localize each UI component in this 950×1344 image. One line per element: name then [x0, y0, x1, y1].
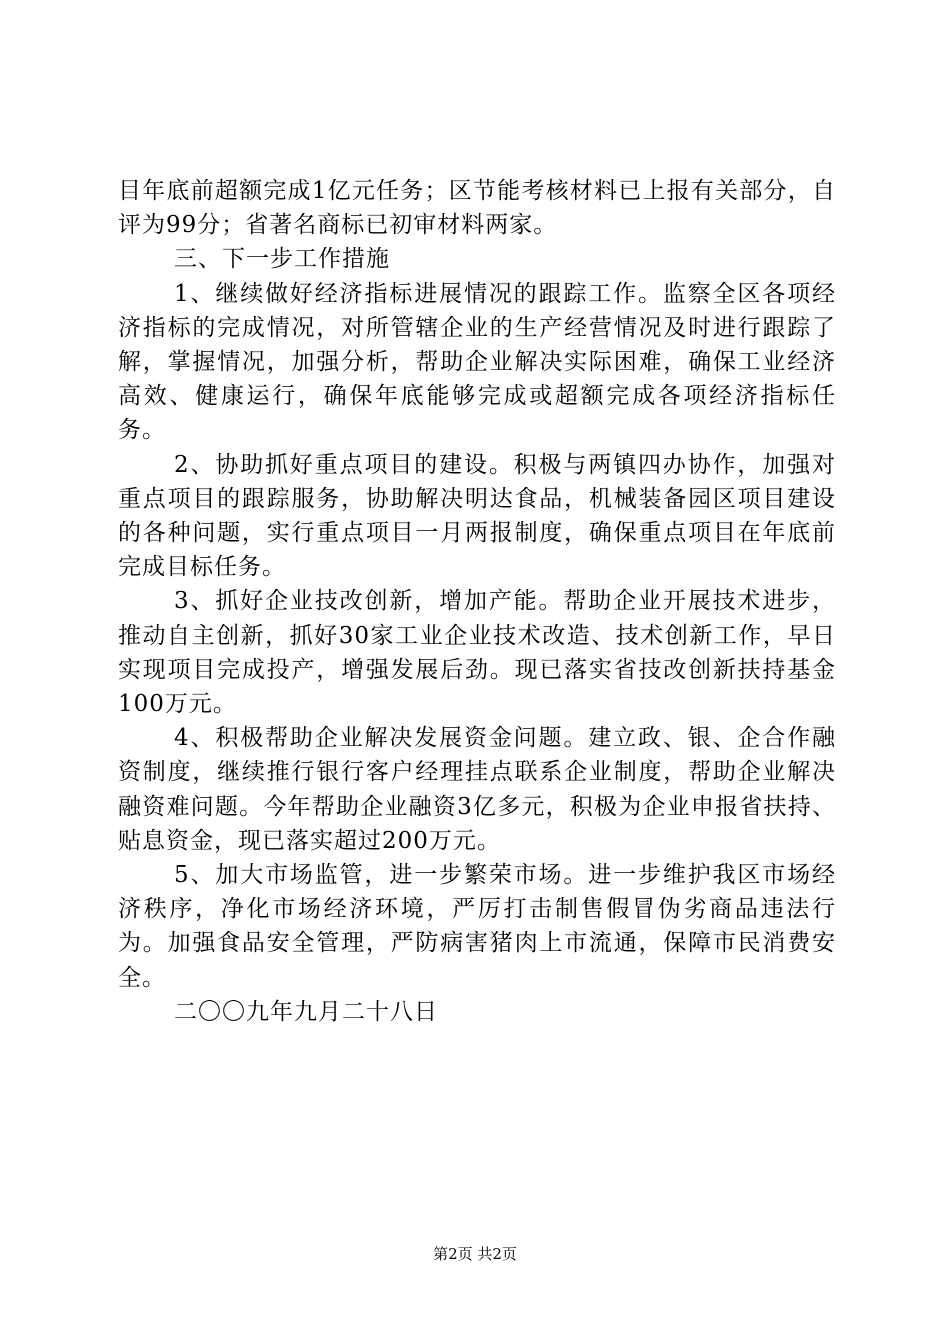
document-body: [118, 174, 836, 1029]
paragraph-measure-4: 4、积极帮助企业解决发展资金问题。建立政、银、企合作融资制度，继续推行银行客户经理挂点联系企业制度，帮助企业解决融资难问题。今年帮助企业融资3亿多元，积极为企业申报省扶持、贴息资金，现已落实超过200万元。: [118, 725, 836, 854]
paragraph-measure-1: 1、继续做好经济指标进展情况的跟踪工作。监察全区各项经济指标的完成情况，对所管辖企业的生产经营情况及时进行跟踪了解，掌握情况，加强分析，帮助企业解决实际困难，确保工业经济高效、健康运行，确保年底能够完成或超额完成各项经济指标任务。: [118, 280, 836, 444]
paragraph-continuation: 目年底前超额完成1亿元任务；区节能考核材料已上报有关部分，自评为99分；省著名商标已初审材料两家。: [118, 178, 836, 239]
page-footer: 第2页 共2页: [433, 1245, 517, 1263]
paragraph-measure-3: 3、抓好企业技改创新，增加产能。帮助企业开展技术进步，推动自主创新，抓好30家工业企业技术改造、技术创新工作，早日实现项目完成投产，增强发展后劲。现已落实省技改创新扶持基金100万元。: [118, 588, 836, 718]
paragraph-measure-5: 5、加大市场监管，进一步繁荣市场。进一步维护我区市场经济秩序，净化市场经济环境，严厉打击制售假冒伪劣商品违法行为。加强食品安全管理，严防病害猪肉上市流通，保障市民消费安全。: [118, 862, 836, 991]
paragraph-measure-2: 2、协助抓好重点项目的建设。积极与两镇四办协作，加强对重点项目的跟踪服务，协助解决明达食品，机械装备园区项目建设的各种问题，实行重点项目一月两报制度，确保重点项目在年底前完成目标任务。: [118, 451, 836, 581]
document-date: 二〇〇九年九月二十八日: [174, 998, 438, 1025]
section-heading-next-steps: 三、下一步工作措施: [174, 246, 390, 273]
